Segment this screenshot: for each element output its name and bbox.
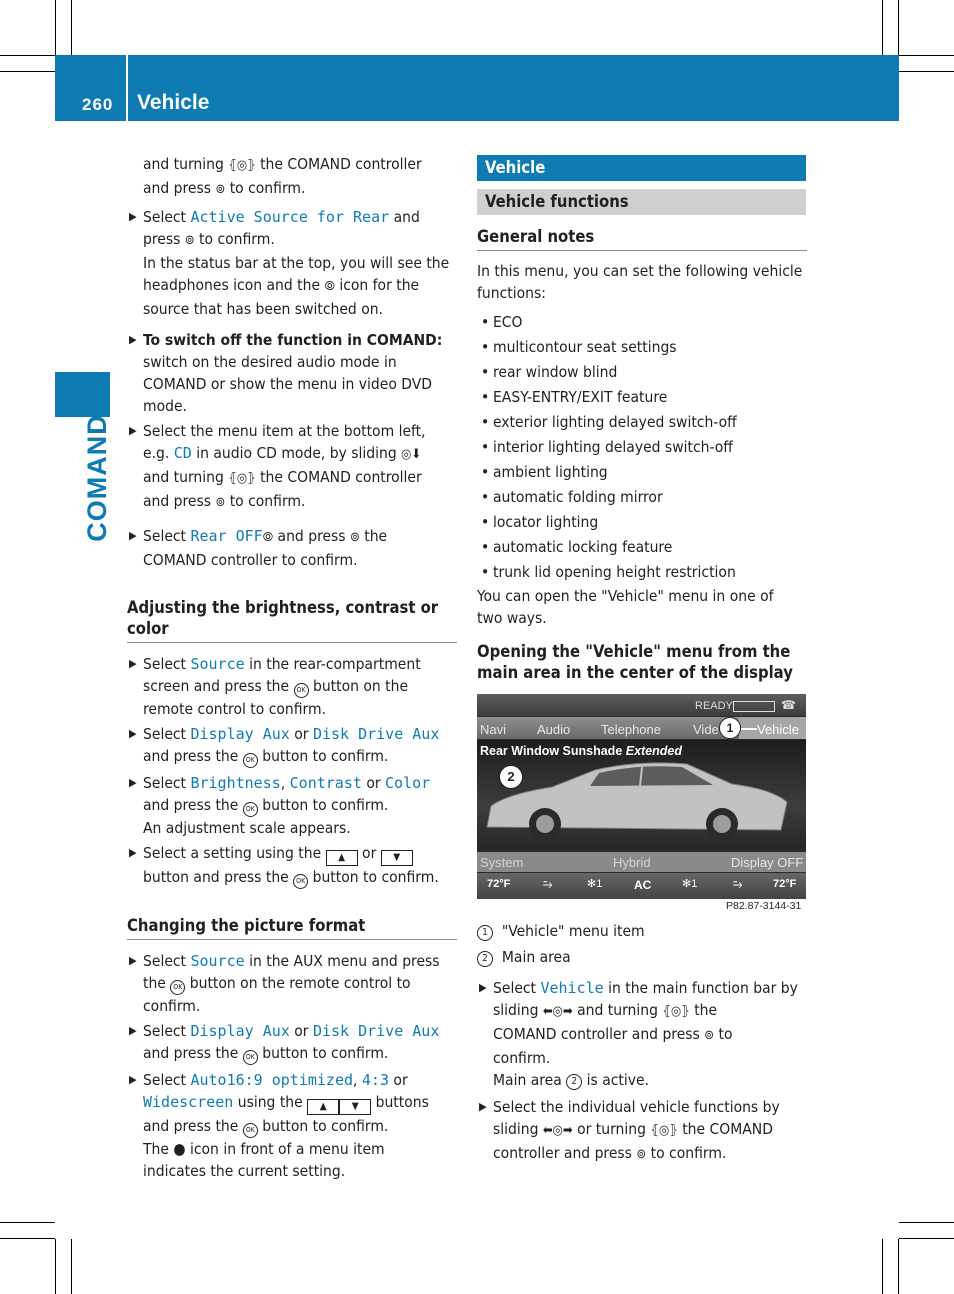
ok-button-icon: OK	[294, 683, 309, 698]
slide-left-right-icon: ⬅◎➡	[542, 1123, 573, 1138]
press-controller-icon: ⊚	[350, 530, 360, 545]
crop-mark	[882, 0, 883, 55]
callout-2: 2	[499, 765, 523, 789]
header-divider	[126, 55, 128, 121]
cd-source-icon: ⦾	[324, 279, 335, 294]
instruction-step: ▶ Select Source in the rear-compartment screen and press the OK button on the remote control to confirm.	[129, 655, 421, 718]
press-controller-icon: ⊚	[184, 233, 195, 248]
step-arrow-icon: ▶	[479, 981, 487, 994]
cd-source-icon: ⦾	[262, 530, 274, 545]
instruction-step: ▶ Select the menu item at the bottom left, e.g. CD in audio CD mode, by sliding ◎⬇ and turning ⦃◎⦄ the COMAND controller and press ⊚ to confirm.	[127, 420, 457, 514]
list-item: • automatic locking feature	[481, 538, 673, 556]
climate-ac[interactable]: AC	[634, 878, 652, 892]
instruction-step: ▶ Select Display Aux or Disk Drive Aux and press the OK button to confirm.	[127, 723, 457, 768]
paragraph: and turning ⦃◎⦄ the COMAND controller and press ⊚ to confirm.	[127, 153, 457, 201]
selected-dot-icon: ●	[173, 1140, 186, 1158]
step-arrow-icon: ▶	[129, 657, 137, 670]
slide-left-right-icon: ⬅◎➡	[542, 1004, 573, 1019]
paragraph: You can open the "Vehicle" menu in one of two ways.	[477, 587, 774, 627]
instruction-step: ▶ To switch off the function in COMAND: switch on the desired audio mode in COMAND or show the menu in video DVD mode.	[129, 331, 443, 415]
callout-number: 2	[477, 951, 493, 967]
caption: 1 "Vehicle" menu item	[477, 920, 807, 942]
crop-mark	[0, 71, 55, 72]
instruction-step: ▶ Select the individual vehicle functions by sliding ⬅◎➡ or turning ⦃◎⦄ the COMAND controller and press ⊚ to confirm.	[477, 1096, 807, 1166]
step-arrow-icon: ▶	[479, 1100, 487, 1113]
status-text: READY	[695, 700, 733, 712]
list-item: • exterior lighting delayed switch-off	[481, 413, 737, 431]
bottom-item-system[interactable]: System	[480, 855, 524, 870]
section-title: Vehicle	[137, 91, 210, 114]
bottom-item-display-off[interactable]: Display OFF	[731, 855, 804, 870]
crop-mark	[0, 55, 55, 56]
crop-mark	[899, 1238, 954, 1239]
seat-heat-icon[interactable]: ⥲	[733, 877, 743, 891]
step-arrow-icon: ▶	[129, 210, 137, 223]
paragraph: In this menu, you can set the following vehicle functions:	[477, 262, 803, 302]
menu-item-audio[interactable]: Audio	[537, 722, 571, 737]
step-arrow-icon: ▶	[129, 776, 137, 789]
step-arrow-icon: ▶	[129, 424, 137, 437]
crop-mark	[899, 55, 954, 56]
turn-controller-icon: ⦃◎⦄	[228, 471, 256, 486]
crop-mark	[55, 0, 56, 55]
list-item: • ECO	[481, 313, 523, 331]
crop-mark	[899, 71, 954, 72]
ok-button-icon: OK	[243, 753, 258, 768]
turn-controller-icon: ⦃◎⦄	[662, 1004, 690, 1019]
seat-heat-icon[interactable]: ⥲	[543, 877, 553, 891]
down-button-icon: ▼	[381, 850, 413, 866]
crop-mark	[882, 1239, 883, 1294]
topic-bar: Vehicle	[477, 155, 806, 181]
menu-item-video[interactable]: Vide	[693, 722, 719, 737]
list-item: • automatic folding mirror	[481, 488, 663, 506]
instruction-step: ▶ Select Display Aux or Disk Drive Aux and press the OK button to confirm.	[127, 1020, 457, 1065]
section-heading: General notes	[477, 226, 807, 251]
step-arrow-icon: ▶	[129, 333, 137, 346]
ok-button-icon: OK	[243, 1123, 258, 1138]
turn-controller-icon: ⦃◎⦄	[228, 158, 256, 173]
list-item: • ambient lighting	[481, 463, 608, 481]
climate-right-temp[interactable]: 72°F	[773, 878, 797, 890]
press-controller-icon: ⊚	[215, 182, 226, 197]
instruction-step: ▶ Select Vehicle in the main function bar by sliding ⬅◎➡ and turning ⦃◎⦄ the COMAND controller and press ⊚ to confirm. Main area 2 is active.	[479, 979, 798, 1089]
fan-icon[interactable]: ✻1	[587, 878, 603, 890]
page-header	[55, 55, 899, 121]
slide-down-icon: ◎⬇	[401, 447, 422, 462]
list-item: • multicontour seat settings	[481, 338, 677, 356]
ok-button-icon: OK	[170, 980, 185, 995]
menu-item-telephone[interactable]: Telephone	[601, 722, 661, 737]
press-controller-icon: ⊚	[704, 1028, 715, 1043]
press-controller-icon: ⊚	[215, 495, 226, 510]
left-column	[127, 153, 457, 1182]
instruction-step: ▶ Select Rear OFF⦾ and press ⊚ the COMAND controller to confirm.	[129, 527, 388, 569]
list-item: • rear window blind	[481, 363, 618, 381]
subtopic-bar: Vehicle functions	[477, 189, 806, 215]
caption: 2 Main area	[477, 946, 807, 968]
up-button-icon: ▲	[326, 850, 358, 866]
instruction-step: ▶ Select Auto16:9 optimized, 4:3 or Widescreen using the ▲ ▼ buttons and press the OK button to confirm. The ● icon in front of a menu item indicates the current setting.	[129, 1071, 429, 1180]
menu-item-vehicle-label: Vehicle	[757, 722, 799, 737]
crop-mark	[55, 1239, 56, 1294]
main-area-title: Rear Window Sunshade Extended	[480, 744, 683, 758]
section-heading: Adjusting the brightness, contrast or color	[127, 597, 457, 643]
instruction-step: ▶ Select Source in the AUX menu and press the OK button on the remote control to confirm.	[129, 952, 440, 1015]
crop-mark	[899, 1222, 954, 1223]
callout-number: 2	[566, 1074, 582, 1090]
list-item: • trunk lid opening height restriction	[481, 563, 736, 581]
instruction-step: ▶ Select Brightness, Contrast or Color and press the OK button to confirm. An adjustment scale appears.	[129, 774, 431, 837]
step-arrow-icon: ▶	[129, 1073, 137, 1086]
instruction-step: ▶ Select Active Source for Rear and press ⊚ to confirm. In the status bar at the top, you will see the headphones icon and the ⦾ icon for the source that has been switched on.	[129, 208, 450, 318]
section-heading: Opening the "Vehicle" menu from the main area in the center of the display	[477, 642, 793, 682]
down-button-icon: ▼	[339, 1099, 371, 1115]
climate-left-temp[interactable]: 72°F	[487, 878, 511, 890]
ok-button-icon: OK	[293, 874, 308, 889]
turn-controller-icon: ⦃◎⦄	[650, 1123, 678, 1138]
step-arrow-icon: ▶	[129, 846, 137, 859]
step-arrow-icon: ▶	[129, 529, 137, 542]
phone-icon: ☎	[781, 698, 796, 712]
step-arrow-icon: ▶	[129, 954, 137, 967]
list-item: • locator lighting	[481, 513, 599, 531]
bullet-list	[477, 310, 807, 585]
right-column	[477, 226, 807, 683]
crop-mark	[0, 1222, 55, 1223]
side-tab-label: COMAND	[82, 414, 112, 542]
ok-button-icon: OK	[243, 802, 258, 817]
callout-number: 1	[477, 925, 493, 941]
crop-mark	[898, 0, 899, 55]
right-column-lower	[477, 920, 807, 1166]
list-item: • EASY-ENTRY/EXIT feature	[481, 388, 668, 406]
callout-1: 1	[719, 717, 741, 739]
crop-mark	[71, 1239, 72, 1294]
crop-mark	[0, 1238, 55, 1239]
list-item: • interior lighting delayed switch-off	[481, 438, 733, 456]
section-heading: Changing the picture format	[127, 915, 457, 940]
fan-icon[interactable]: ✻1	[682, 878, 698, 890]
bottom-item-hybrid[interactable]: Hybrid	[613, 855, 651, 870]
crop-mark	[898, 1239, 899, 1294]
page-number: 260	[82, 95, 114, 114]
image-reference: P82.87-3144-31	[726, 900, 802, 912]
ok-button-icon: OK	[243, 1050, 258, 1065]
up-button-icon: ▲	[307, 1099, 339, 1115]
instruction-step: ▶ Select a setting using the ▲ or ▼ button and press the OK button to confirm.	[127, 842, 457, 889]
display-screenshot	[477, 694, 806, 899]
menu-item-navi[interactable]: Navi	[480, 722, 507, 737]
step-arrow-icon: ▶	[129, 1024, 137, 1037]
crop-mark	[71, 0, 72, 55]
press-controller-icon: ⊚	[636, 1147, 647, 1162]
step-arrow-icon: ▶	[129, 727, 137, 740]
